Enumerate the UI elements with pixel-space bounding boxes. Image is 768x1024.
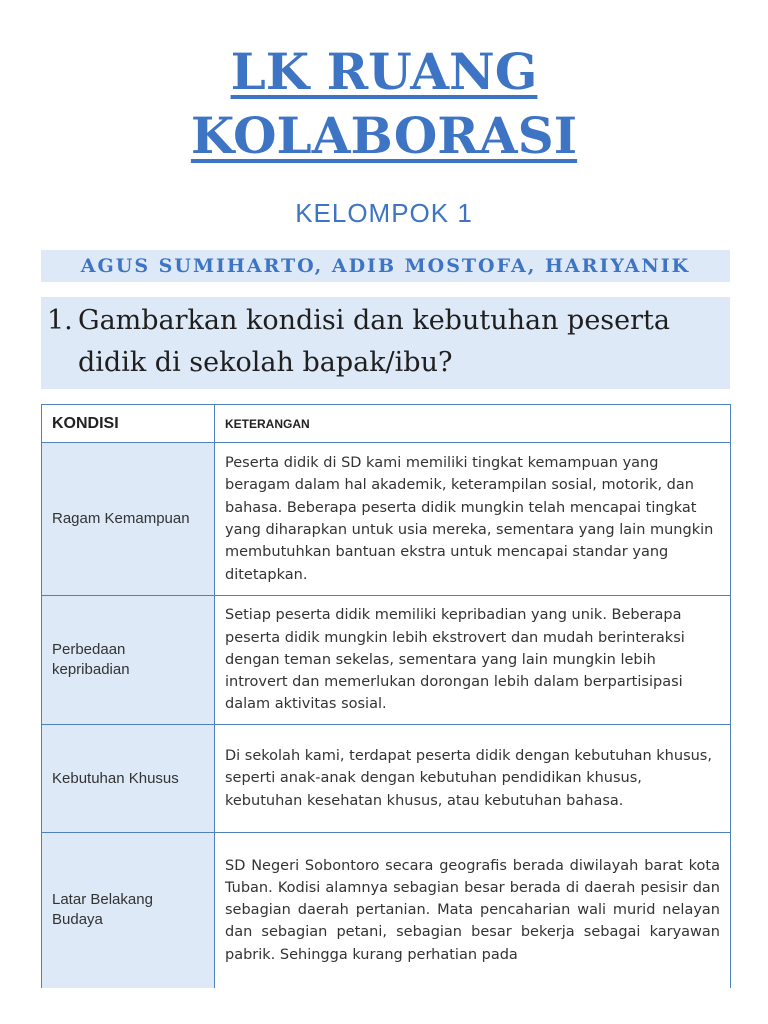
keterangan-cell: SD Negeri Sobontoro secara geografis berada diwilayah barat kota Tuban. Kodisi alamnya sebagian besar berada di daerah pesisir dan sebagian daerah pertanian. Mata pencaharian wali murid nelayan dan sebagian petani, sebagian besar bekerja sebagai karyawan pabrik. Sehingga kurang perhatian pada <box>215 833 731 988</box>
condition-table <box>41 404 731 988</box>
table-row <box>42 725 731 833</box>
kondisi-cell: Kebutuhan Khusus <box>42 725 215 833</box>
table-row <box>42 833 731 988</box>
column-header-kondisi: KONDISI <box>42 405 215 443</box>
table-row <box>42 443 731 596</box>
kondisi-cell: Ragam Kemampuan <box>42 443 215 596</box>
question-number: 1. <box>47 305 73 336</box>
question-text: Gambarkan kondisi dan kebutuhan peserta didik di sekolah bapak/ibu? <box>78 305 670 378</box>
column-header-keterangan: KETERANGAN <box>215 405 731 443</box>
keterangan-cell: Di sekolah kami, terdapat peserta didik dengan kebutuhan khusus, seperti anak-anak dengan kebutuhan pendidikan khusus, kebutuhan kesehatan khusus, atau kebutuhan bahasa. <box>215 725 731 833</box>
title-line-1: LK RUANG <box>230 42 538 101</box>
table-row <box>42 596 731 725</box>
kondisi-cell: Perbedaan kepribadian <box>42 596 215 725</box>
keterangan-cell: Peserta didik di SD kami memiliki tingkat kemampuan yang beragam dalam hal akademik, keterampilan sosial, motorik, dan bahasa. Beberapa peserta didik mungkin telah mencapai tingkat yang diharapkan untuk usia mereka, sementara yang lain mungkin membutuhkan bantuan ekstra untuk mencapai standar yang ditetapkan. <box>215 443 731 596</box>
kondisi-cell: Latar Belakang Budaya <box>42 833 215 988</box>
title-line-2: KOLABORASI <box>190 106 578 165</box>
group-members: AGUS SUMIHARTO, ADIB MOSTOFA, HARIYANIK <box>41 250 730 282</box>
group-label: KELOMPOK 1 <box>295 198 473 228</box>
keterangan-cell: Setiap peserta didik memiliki kepribadian yang unik. Beberapa peserta didik mungkin lebih ekstrovert dan mudah berinteraksi dengan teman sekelas, sementara yang lain mungkin lebih introvert dan memerlukan dorongan lebih dalam berpartisipasi dalam aktivitas sosial. <box>215 596 731 725</box>
document-title <box>0 40 768 168</box>
question-block <box>41 297 730 389</box>
table-header-row <box>42 405 731 443</box>
